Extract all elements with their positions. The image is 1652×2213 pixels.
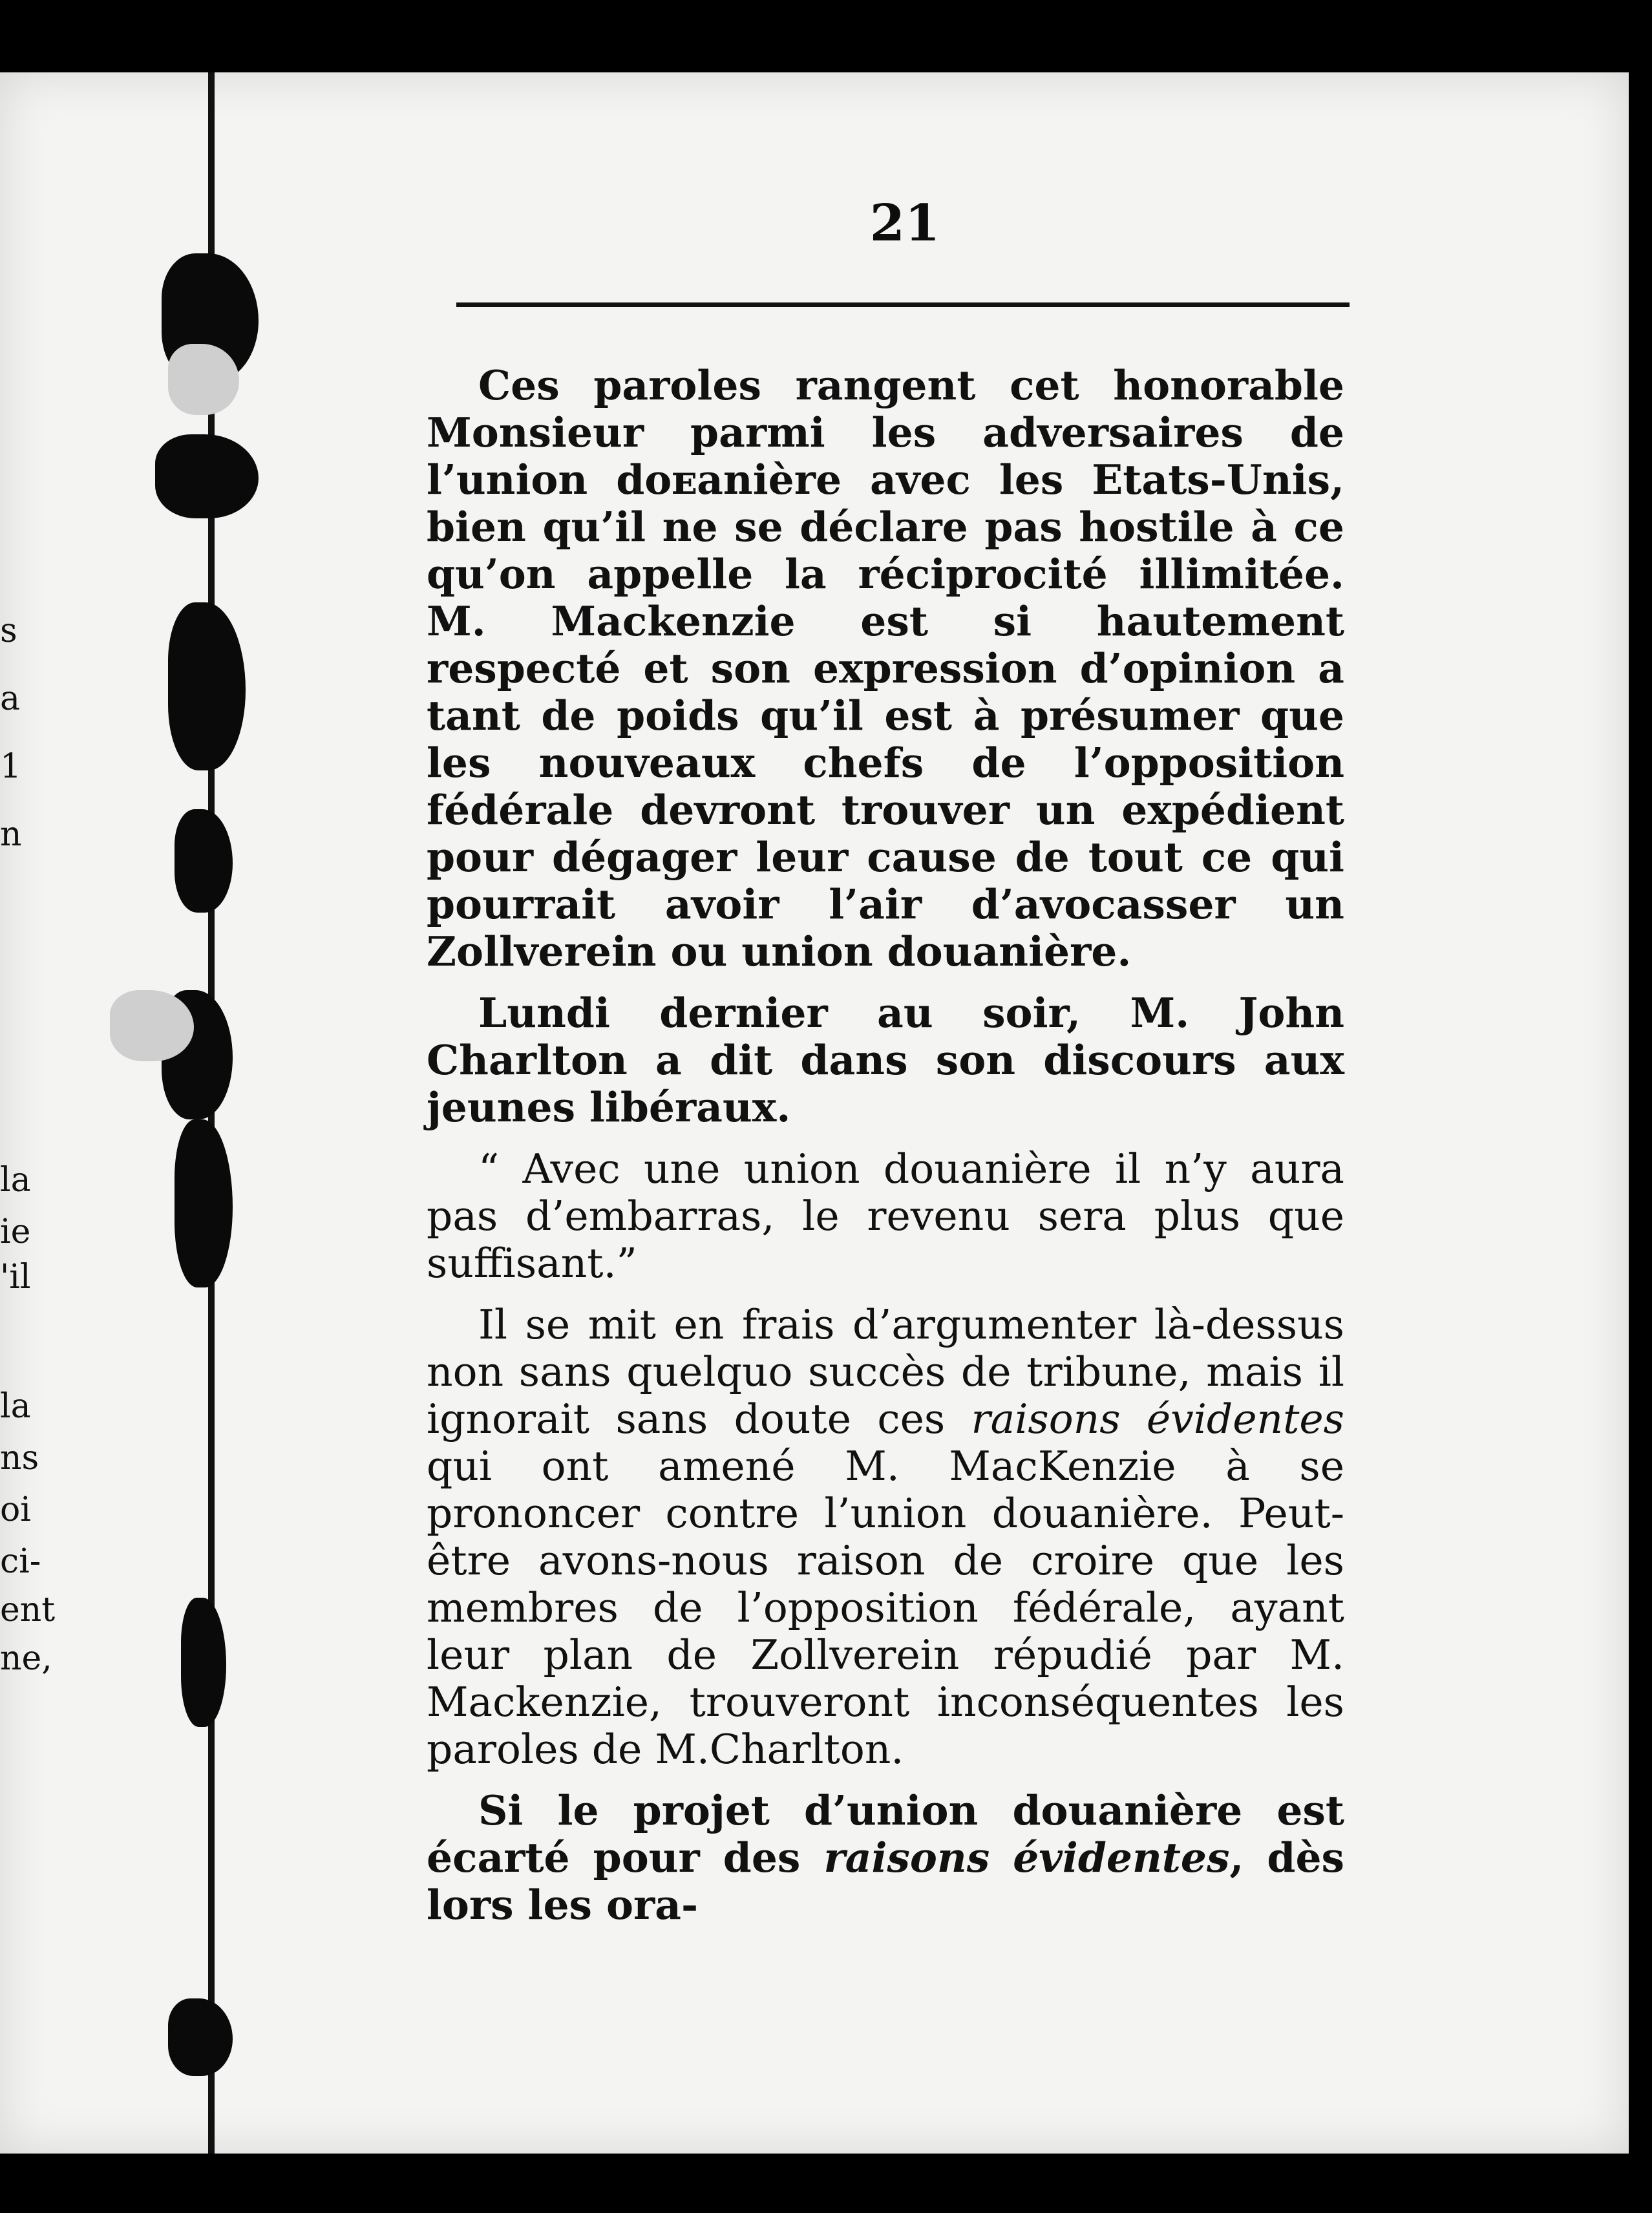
scan-border-right	[1629, 0, 1652, 2213]
left-page-fragment: s	[0, 611, 17, 650]
left-page-fragment: 1	[0, 747, 22, 786]
italic-phrase: raisons évidentes	[823, 1834, 1230, 1881]
text-run: Il se mit en frais d’argumenter là-dessus non sans quelquo succès de tribune, mais il ignorait sans doute ces	[427, 1301, 1344, 1443]
header-rule	[456, 302, 1350, 307]
text-run: , dès lors les ora-	[427, 1834, 1345, 1929]
binding-stain	[110, 990, 194, 1061]
left-page-fragment: a	[0, 679, 21, 718]
text-run: Si le projet d’union douanière est écarté pour des	[427, 1786, 1344, 1881]
left-page-fragment: ie	[0, 1212, 31, 1251]
left-page-fragment: ent	[0, 1591, 56, 1629]
left-page-fragment: la	[0, 1161, 31, 1200]
paragraph	[427, 1301, 1344, 1773]
book-binding-gutter	[194, 72, 233, 2154]
binding-stain	[181, 1598, 226, 1727]
binding-stain	[175, 809, 233, 913]
paragraph	[427, 990, 1344, 1131]
binding-stain	[175, 1119, 233, 1287]
scan-border-bottom	[0, 2154, 1652, 2213]
paragraph	[427, 1145, 1344, 1287]
binding-stain	[168, 1998, 233, 2076]
text-run: qui ont amené M. MacKenzie à se prononcer contre l’union douanière. Peut-être avons-nous raison de croire que les membres de l’opposition fédérale, ayant leur plan de Zollverein répudié par M. Mackenzie, trouveront inconséquentes les paroles de M.Charlton.	[427, 1443, 1344, 1773]
text-run: “ Avec une union douanière il n’y aura pas d’embarras, le revenu sera plus que suffisant.”	[427, 1145, 1344, 1287]
left-page-fragment: 'il	[0, 1258, 31, 1297]
italic-phrase: raisons évidentes	[971, 1395, 1344, 1443]
left-page-fragment: ci-	[0, 1542, 41, 1581]
left-page-fragment: n	[0, 815, 22, 854]
left-page-fragment: ns	[0, 1439, 39, 1477]
scan-border-top	[0, 0, 1652, 72]
page-number: 21	[869, 194, 940, 253]
body-text	[427, 362, 1344, 1943]
paragraph	[427, 362, 1344, 975]
left-page-fragment: ne,	[0, 1639, 52, 1678]
left-page-fragment: la	[0, 1387, 31, 1426]
left-page-fragment: oi	[0, 1490, 31, 1529]
paragraph	[427, 1787, 1344, 1929]
text-run: Lundi dernier au soir, M. John Charlton a dit dans son discours aux jeunes libéraux.	[427, 989, 1344, 1131]
text-run: Ces paroles rangent cet honorable Monsieur parmi les adversaires de l’union doᴇanière avec les Etats-Unis, bien qu’il ne se déclare pas hostile à ce qu’on appelle la réciprocité illimitée. M. Mackenzie est si hautement respecté et son expression d’opinion a tant de poids qu’il est à présumer que les nouveaux chefs de l’opposition fédérale devront trouver un expédient pour dégager leur cause de tout ce qui pourrait avoir l’air d’avocasser un Zollverein ou union douanière.	[427, 361, 1344, 975]
binding-stain	[168, 344, 239, 415]
binding-stain	[155, 434, 259, 518]
